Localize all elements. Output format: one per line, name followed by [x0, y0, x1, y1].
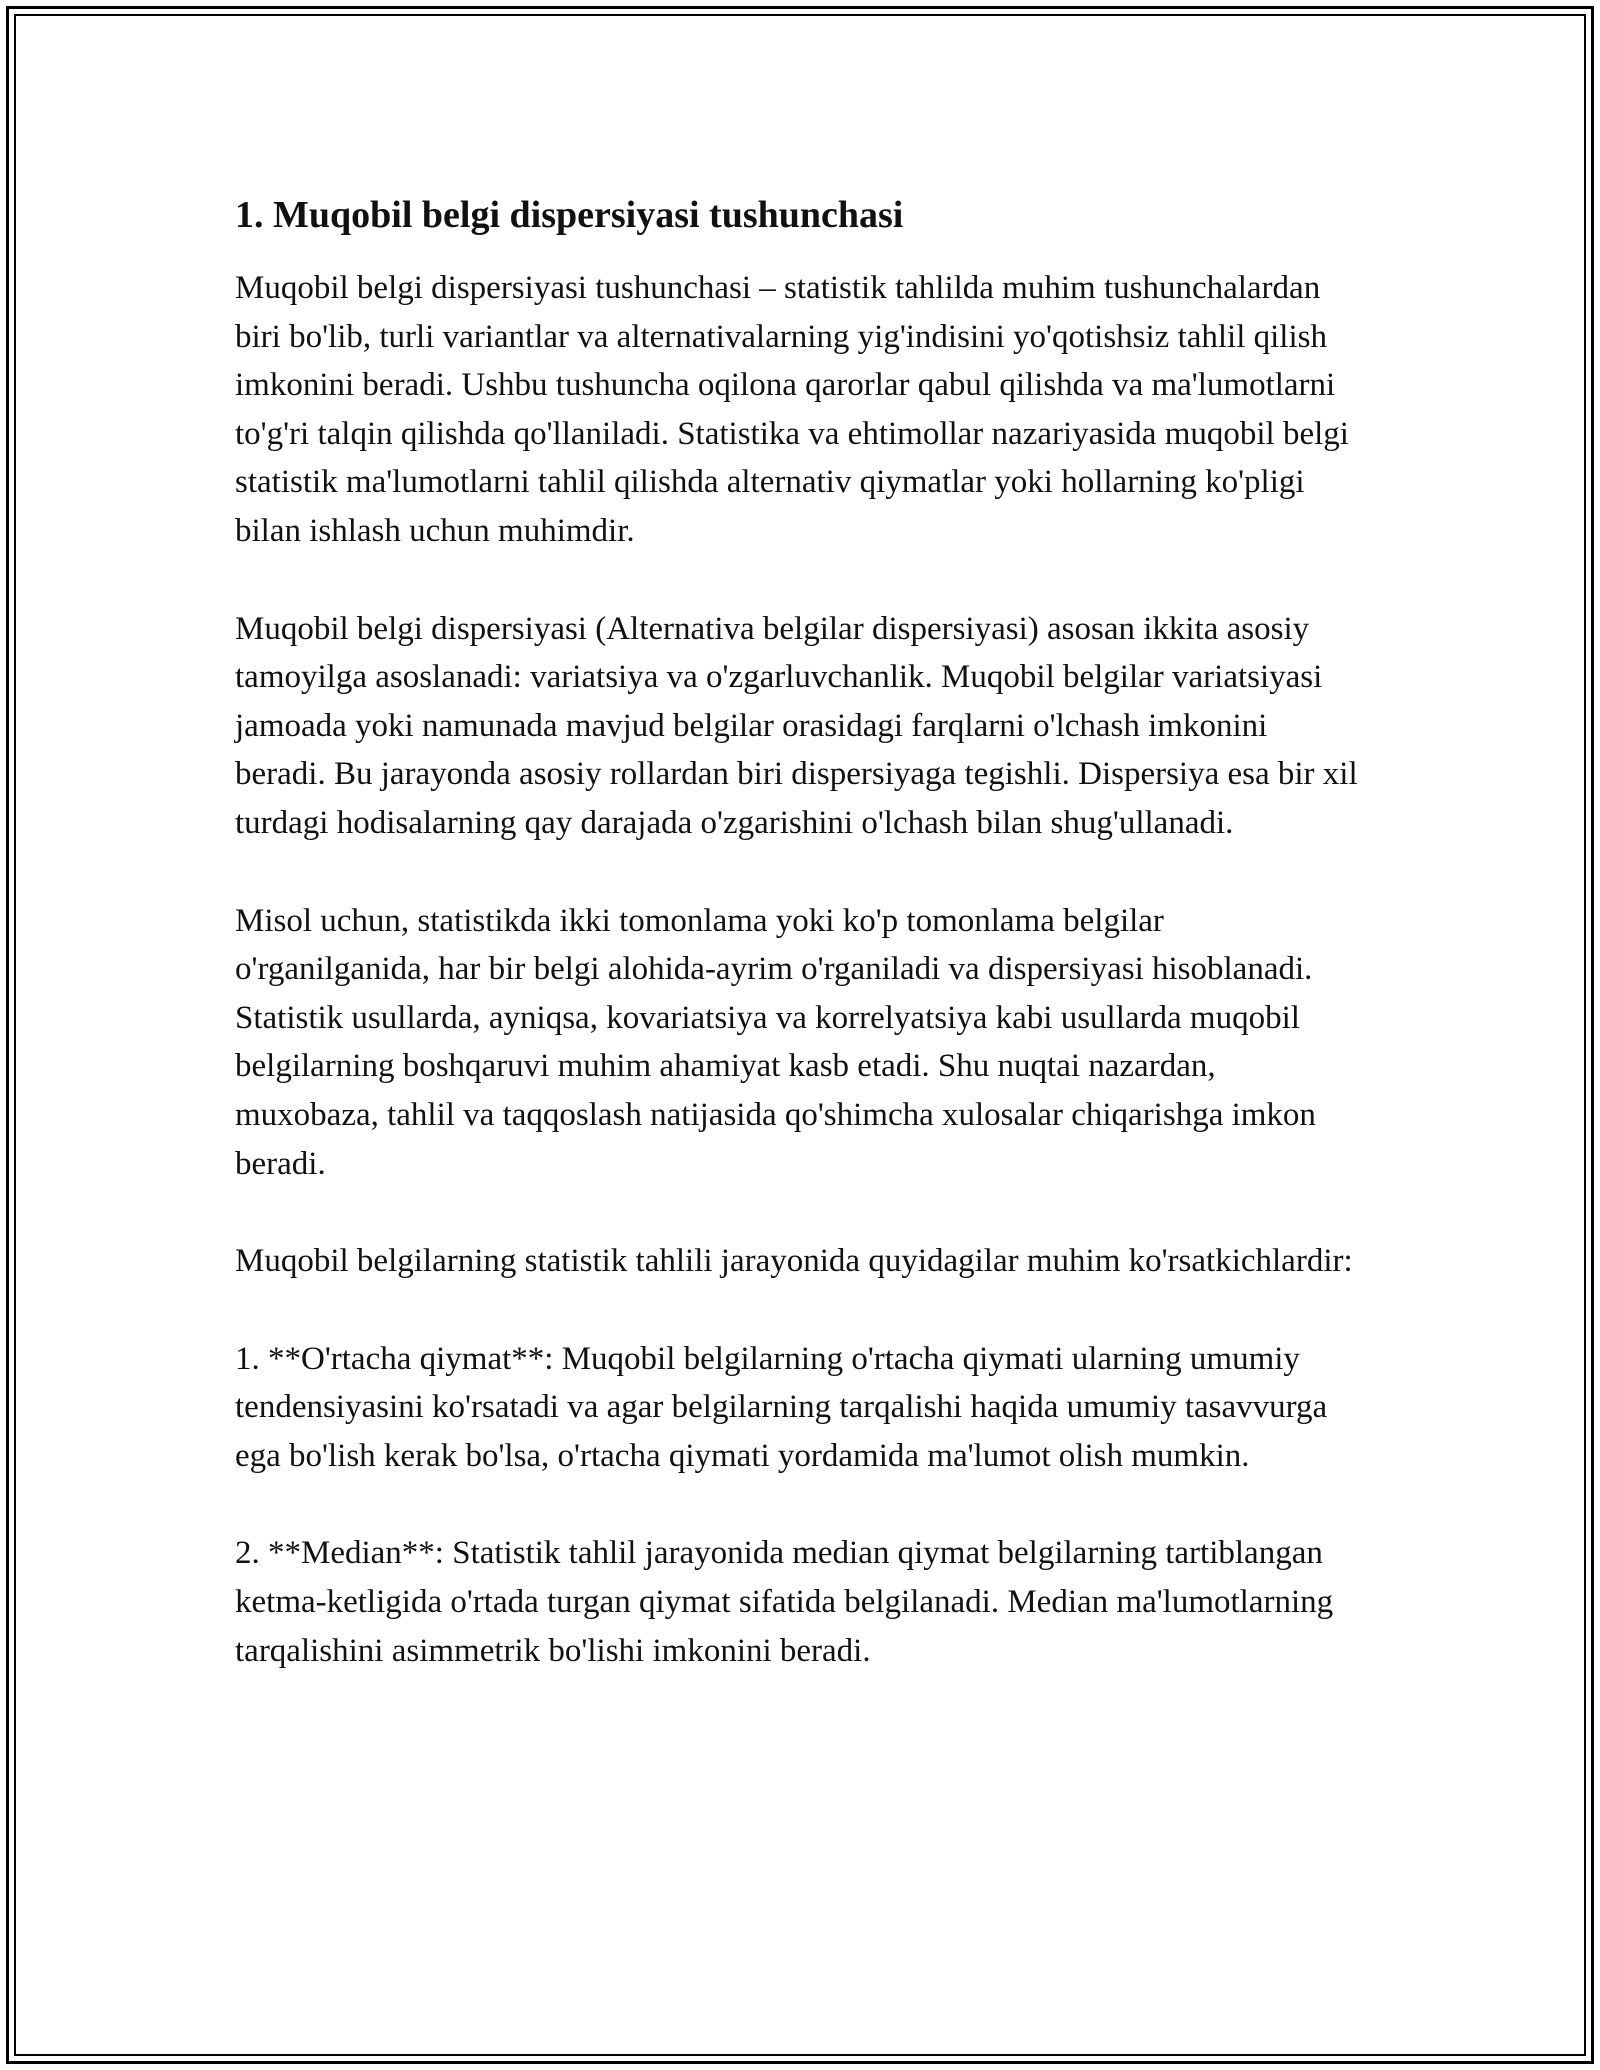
document-body	[235, 184, 1365, 1724]
paragraph-example: Misol uchun, statistikda ikki tomonlama yoki ko'p tomonlama belgilar o'rganilganida, har bir belgi alohida-ayrim o'rganiladi va dispersiyasi hisoblanadi. Statistik usullarda, ayniqsa, kovariatsiya va korrelyatsiya kabi usullarda muqobil belgilarning boshqaruvi muhim ahamiyat kasb etadi. Shu nuqtai nazardan, muxobaza, tahlil va taqqoslash natijasida qo'shimcha xulosalar chiqarishga imkon beradi.	[235, 902, 1316, 1182]
list-item-median: 2. **Median**: Statistik tahlil jarayonida median qiymat belgilarning tartiblangan ketma-ketligida o'rtada turgan qiymat sifatida belgilanadi. Median ma'lumotlarning tarqalishini asimmetrik bo'lishi imkonini beradi.	[235, 1535, 1334, 1669]
paragraph-indicators-intro: Muqobil belgilarning statistik tahlili jarayonida quyidagilar muhim ko'rsatkichlardir:	[235, 1243, 1353, 1280]
section-heading: 1. Muqobil belgi dispersiyasi tushunchasi	[235, 194, 904, 236]
paragraph-principles: Muqobil belgi dispersiyasi (Alternativa belgilar dispersiyasi) asosan ikkita asosiy tamoyilga asoslanadi: variatsiya va o'zgarluvchanlik. Muqobil belgilar variatsiyasi jamoada yoki namunada mavjud belgilar orasidagi farqlarni o'lchash imkonini beradi. Bu jarayonda asosiy rollardan biri dispersiyaga tegishli. Dispersiya esa bir xil turdagi hodisalarning qay darajada o'zgarishini o'lchash bilan shug'ullanadi.	[235, 610, 1358, 841]
paragraph-intro: Muqobil belgi dispersiyasi tushunchasi – statistik tahlilda muhim tushunchalardan biri bo'lib, turli variantlar va alternativalarning yig'indisini yo'qotishsiz tahlil qilish imkonini beradi. Ushbu tushuncha oqilona qarorlar qabul qilishda va ma'lumotlarni to'g'ri talqin qilishda qo'llaniladi. Statistika va ehtimollar nazariyasida muqobil belgi statistik ma'lumotlarni tahlil qilishda alternativ qiymatlar yoki hollarning ko'pligi bilan ishlash uchun muhimdir.	[235, 270, 1349, 549]
list-item-mean: 1. **O'rtacha qiymat**: Muqobil belgilarning o'rtacha qiymati ularning umumiy tendensiyasini ko'rsatadi va agar belgilarning tarqalishi haqida umumiy tasavvurga ega bo'lish kerak bo'lsa, o'rtacha qiymati yordamida ma'lumot olish mumkin.	[235, 1340, 1328, 1474]
